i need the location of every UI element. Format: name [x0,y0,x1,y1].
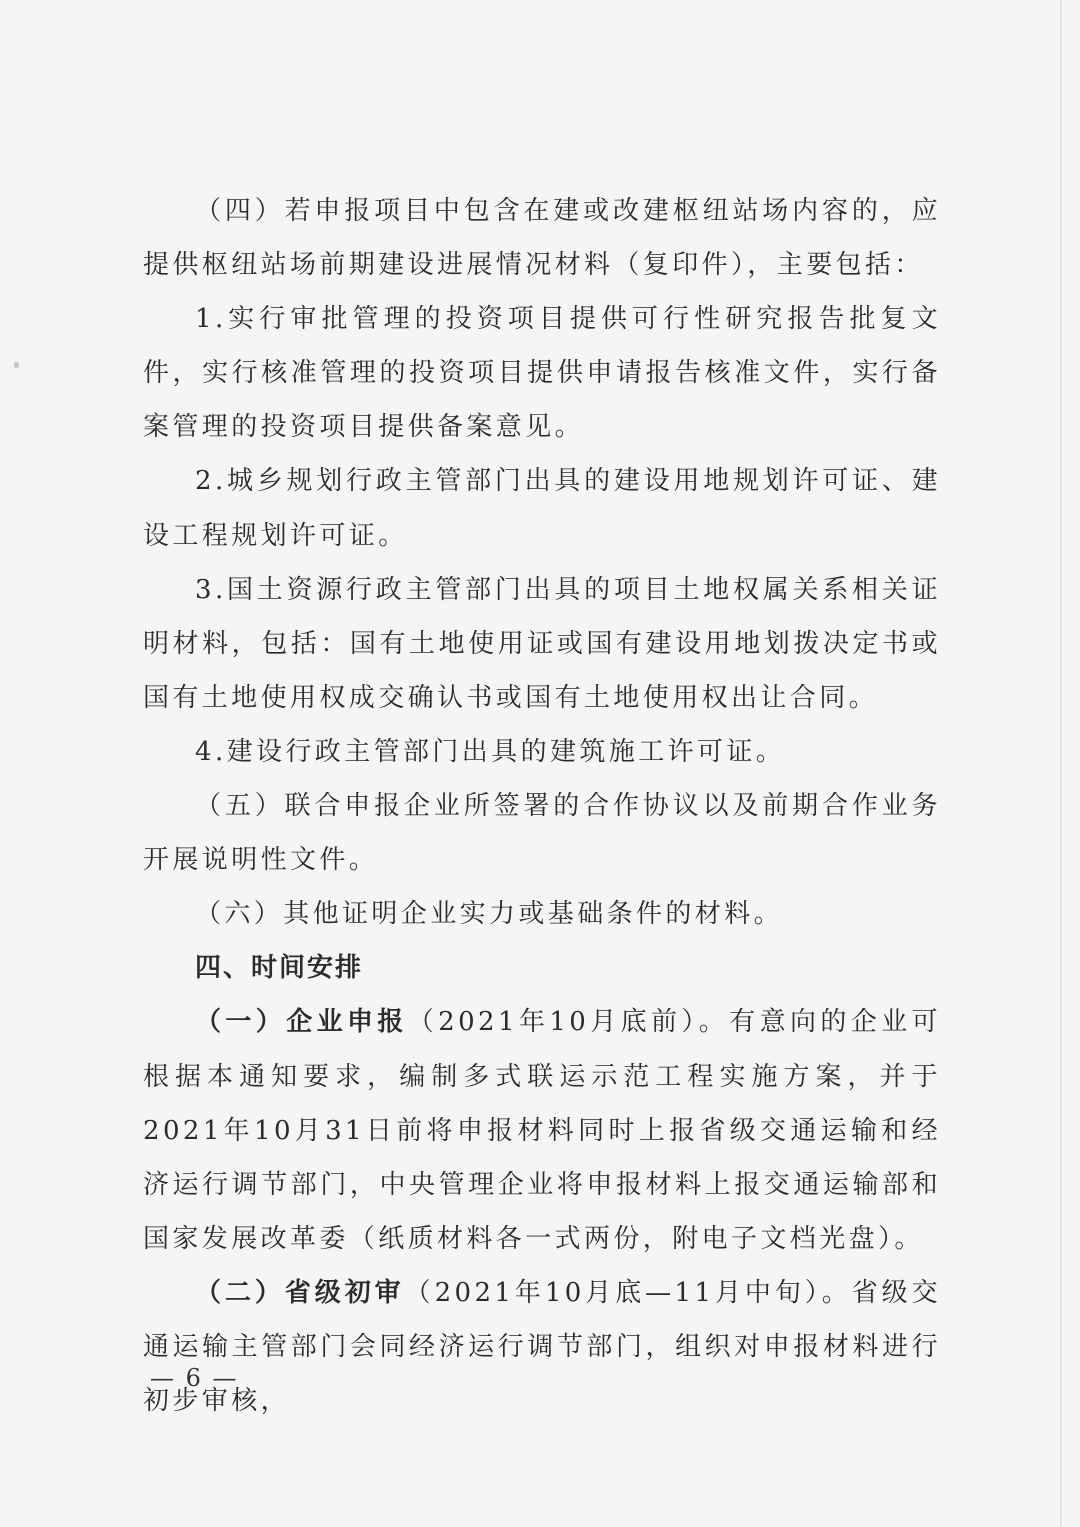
paragraph-joint-agreement: （五）联合申报企业所签署的合作协议以及前期合作业务开展说明性文件。 [143,791,941,876]
scan-speck [14,362,19,368]
paragraph-enterprise-application [143,995,941,1265]
schedule-text-1: （2021年10月底前）。有意向的企业可根据本通知要求，编制多式联运示范工程实施方案，并于2021年10月31日前将申报材料同时上报省级交通运输和经济运行调节部门，中央管理企业将申报材料上报交通运输部和国家发展改革委（纸质材料各一式两份，附电子文档光盘）。 [143,1007,941,1254]
paragraph-item-2: 2.城乡规划行政主管部门出具的建设用地规划许可证、建设工程规划许可证。 [143,466,941,551]
section-heading-schedule: 四、时间安排 [195,953,364,984]
schedule-lead-1: （一）企业申报 [195,1007,408,1038]
document-body [143,184,941,1428]
paragraph-provincial-review [143,1266,941,1428]
page-fold-line [1060,0,1062,1527]
paragraph-materials-hub: （四）若申报项目中包含在建或改建枢纽站场内容的，应提供枢纽站场前期建设进展情况材料（复印件），主要包括： [143,196,941,281]
paragraph-item-3: 3.国土资源行政主管部门出具的项目土地权属关系相关证明材料，包括：国有土地使用证或国有建设用地划拨决定书或国有土地使用权成交确认书或国有土地使用权出让合同。 [143,574,941,713]
paragraph-item-1: 1.实行审批管理的投资项目提供可行性研究报告批复文件，实行核准管理的投资项目提供申请报告核准文件，实行备案管理的投资项目提供备案意见。 [143,304,941,443]
schedule-text-2: （2021年10月底—11月中旬）。省级交通运输主管部门会同经济运行调节部门，组织对申报材料进行初步审核， [143,1277,941,1417]
schedule-lead-2: （二）省级初审 [195,1277,405,1308]
paragraph-item-4: 4.建设行政主管部门出具的建筑施工许可证。 [195,736,786,767]
page-number: — 6 — [150,1364,239,1392]
paragraph-other-materials: （六）其他证明企业实力或基础条件的材料。 [195,899,784,930]
